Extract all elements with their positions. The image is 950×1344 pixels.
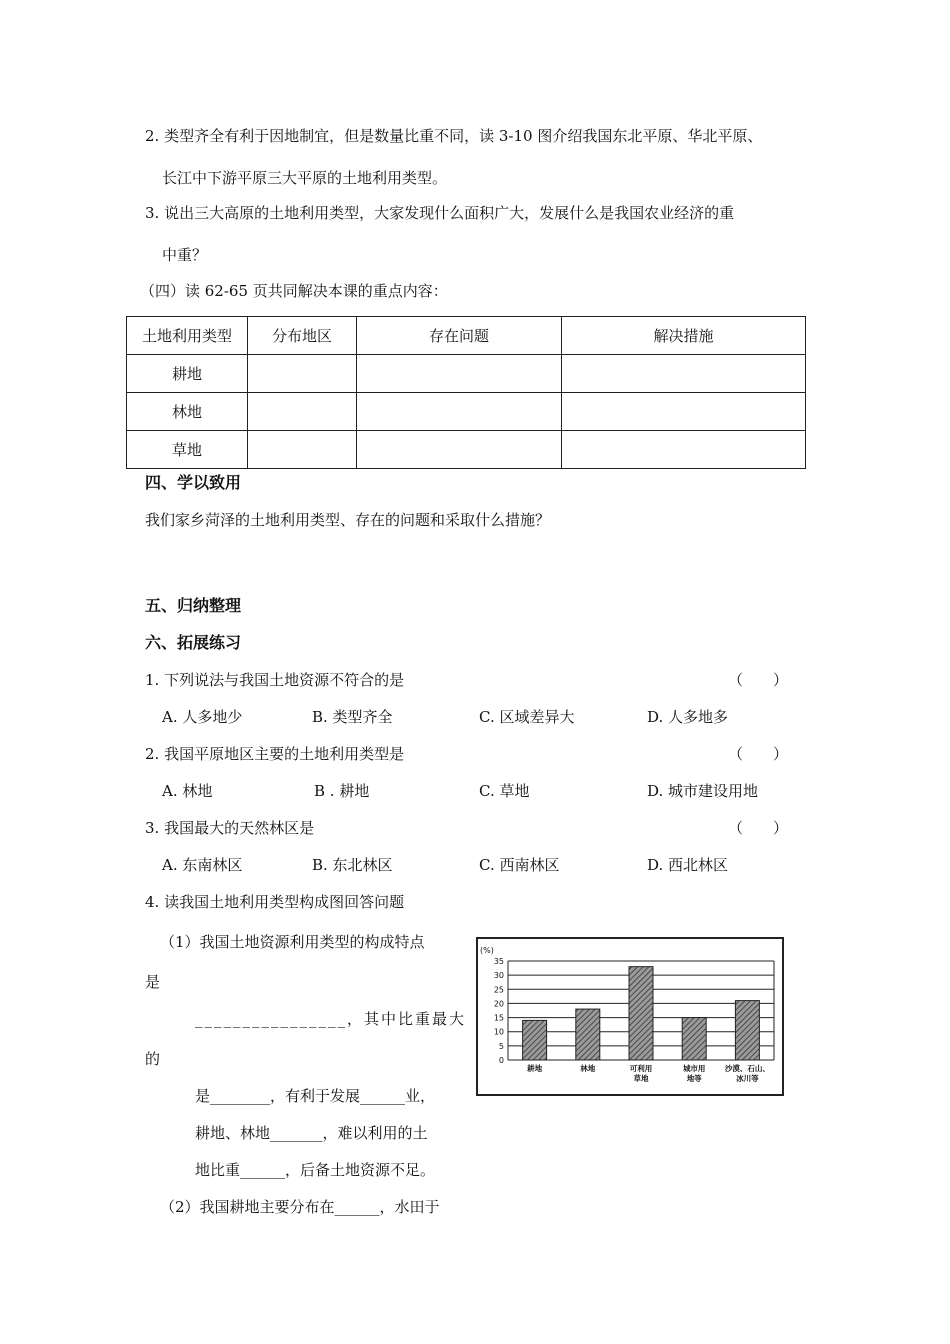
answer-bracket[interactable]: （ ） [728,671,789,689]
question-4-stem: 4. 读我国土地利用类型构成图回答问题 [145,893,405,911]
bar [576,1009,600,1060]
mc-question-1-stem: 1. 下列说法与我国土地资源不符合的是 [145,671,405,689]
option-a: A. 东南林区 [162,856,243,874]
y-tick-label: 20 [493,999,504,1009]
table-header-cell: 分布地区 [248,317,357,355]
option-a: A. 人多地少 [162,708,243,726]
table-cell-type: 林地 [127,393,248,431]
land-use-bar-chart [476,937,784,1096]
question-4-part-1-line: 地比重______，后备土地资源不足。 [195,1161,436,1179]
y-tick-label: 10 [493,1027,504,1037]
mc-question-2-stem: 2. 我国平原地区主要的土地利用类型是 [145,745,405,763]
y-tick-label: 35 [493,957,504,966]
mc-question-3-stem: 3. 我国最大的天然林区是 [145,819,315,837]
question-3-line-1: 3. 说出三大高原的土地利用类型，大家发现什么面积广大，发展什么是我国农业经济的重 [145,204,735,222]
option-c: C. 区域差异大 [479,708,575,726]
x-tick-label: 地等 [686,1074,702,1083]
table-row [127,431,806,469]
table-header-row [127,317,806,355]
bar [523,1020,547,1060]
chart-canvas [478,939,782,1094]
bar [682,1018,706,1060]
x-tick-label: 耕地 [527,1064,543,1073]
table-cell-blank[interactable] [248,431,357,469]
question-4-part-1-line: 的 [145,1050,161,1068]
y-tick-label: 25 [493,985,504,995]
x-tick-label: 城市用 [682,1064,706,1073]
y-tick-label: 30 [493,971,504,981]
question-4-part-1-line: 耕地、林地_______，难以利用的土 [195,1124,428,1142]
question-4-part-1-line: 是 [145,973,161,991]
table-cell-blank[interactable] [562,355,806,393]
section-heading-apply: 四、学以致用 [145,473,242,492]
bar [629,967,653,1060]
table-cell-blank[interactable] [248,393,357,431]
table-row [127,355,806,393]
table-cell-blank[interactable] [357,393,562,431]
option-b: B. 东北林区 [312,856,393,874]
question-4-part-2-line: （2）我国耕地主要分布在______，水田于 [160,1198,440,1216]
x-tick-label: 可利用 [629,1064,653,1073]
x-tick-label: 冰川等 [736,1074,759,1083]
x-tick-label: 草地 [633,1074,649,1083]
option-d: D. 城市建设用地 [647,782,759,800]
instruction-part-4: （四）读 62-65 页共同解决本课的重点内容： [140,282,448,300]
land-use-table [126,316,806,469]
y-tick-label: 0 [498,1056,504,1065]
table-cell-blank[interactable] [562,393,806,431]
section-heading-summary: 五、归纳整理 [145,596,242,615]
table-cell-type: 草地 [127,431,248,469]
option-d: D. 人多地多 [647,708,729,726]
y-axis-label: (%) [480,946,494,955]
bar [735,1001,759,1060]
question-4-part-1-line: ________________，其中比重最大 [195,1010,467,1028]
option-b: B. 类型齐全 [312,708,393,726]
table-row [127,393,806,431]
table-cell-blank[interactable] [357,355,562,393]
y-tick-label: 5 [498,1041,504,1051]
option-c: C. 西南林区 [479,856,560,874]
y-tick-label: 15 [493,1013,504,1023]
table-cell-blank[interactable] [562,431,806,469]
table-header-cell: 解决措施 [562,317,806,355]
option-c: C. 草地 [479,782,530,800]
x-tick-label: 林地 [580,1064,596,1073]
table-cell-blank[interactable] [248,355,357,393]
table-header-cell: 土地利用类型 [127,317,248,355]
section-heading-practice: 六、拓展练习 [145,633,242,652]
table-header-cell: 存在问题 [357,317,562,355]
option-d: D. 西北林区 [647,856,729,874]
table-cell-blank[interactable] [357,431,562,469]
answer-bracket[interactable]: （ ） [728,819,789,837]
question-2-line-2: 长江中下游平原三大平原的土地利用类型。 [162,169,448,187]
answer-bracket[interactable]: （ ） [728,745,789,763]
option-a: A. 林地 [162,782,213,800]
table-cell-type: 耕地 [127,355,248,393]
apply-question: 我们家乡菏泽的土地利用类型、存在的问题和采取什么措施？ [145,511,551,529]
question-2-line-1: 2. 类型齐全有利于因地制宜，但是数量比重不同，读 3-10 图介绍我国东北平原、华北平原、 [145,127,763,145]
question-3-line-2: 中重？ [162,246,208,264]
x-tick-label: 沙漠、石山、 [724,1064,770,1073]
option-b: B . 耕地 [314,782,370,800]
question-4-part-1-line: （1）我国土地资源利用类型的构成特点 [160,933,425,951]
question-4-part-1-line: 是________，有利于发展______业， [195,1087,436,1105]
